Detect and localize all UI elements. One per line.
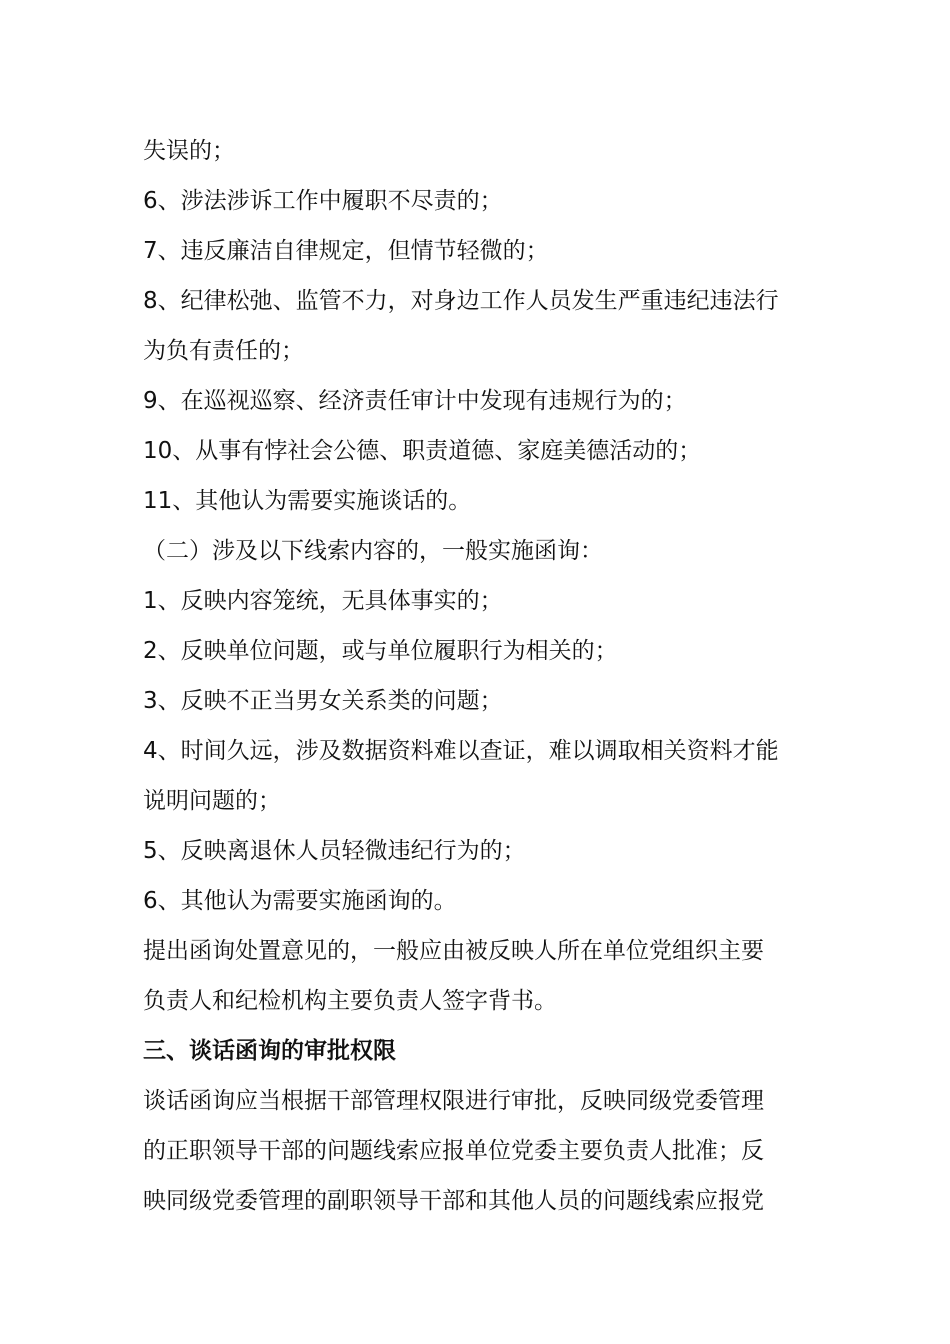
list-item: 7、违反廉洁自律规定，但情节轻微的； [143,238,549,264]
list-item: 6、涉法涉诉工作中履职不尽责的； [143,188,503,214]
list-item: 5、反映离退休人员轻微违纪行为的； [143,838,526,864]
list-item: 6、其他认为需要实施函询的。 [143,888,457,914]
list-item: 3、反映不正当男女关系类的问题； [143,688,503,714]
paragraph-line: 谈话函询应当根据干部管理权限进行审批，反映同级党委管理 [143,1088,764,1114]
subsection-heading: （二）涉及以下线索内容的，一般实施函询： [143,538,603,564]
text-line: 说明问题的； [143,788,281,814]
section-heading: 三、谈话函询的审批权限 [143,1038,396,1064]
text-line: 失误的； [143,138,235,164]
list-item: 11、其他认为需要实施谈话的。 [143,488,472,514]
list-item: 9、在巡视巡察、经济责任审计中发现有违规行为的； [143,388,687,414]
list-item: 10、从事有悖社会公德、职责道德、家庭美德活动的； [143,438,702,464]
paragraph-line: 的正职领导干部的问题线索应报单位党委主要负责人批准；反 [143,1138,764,1164]
paragraph-line: 映同级党委管理的副职领导干部和其他人员的问题线索应报党 [143,1188,764,1214]
paragraph-line: 提出函询处置意见的，一般应由被反映人所在单位党组织主要 [143,938,764,964]
document-body [143,126,811,1226]
list-item: 2、反映单位问题，或与单位履职行为相关的； [143,638,618,664]
list-item: 4、时间久远，涉及数据资料难以查证，难以调取相关资料才能 [143,738,779,764]
list-item: 1、反映内容笼统，无具体事实的； [143,588,503,614]
paragraph-line: 负责人和纪检机构主要负责人签字背书。 [143,988,557,1014]
list-item: 8、纪律松弛、监管不力，对身边工作人员发生严重违纪违法行 [143,288,779,314]
text-line: 为负有责任的； [143,338,304,364]
